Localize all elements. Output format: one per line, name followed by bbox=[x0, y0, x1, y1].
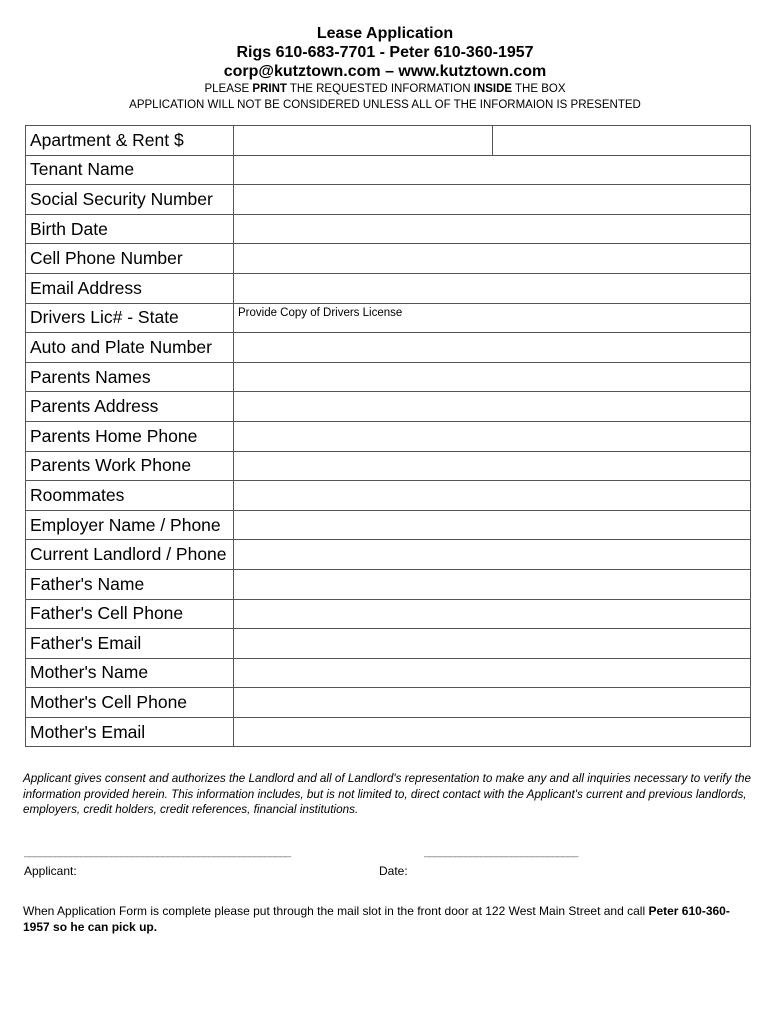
field-input[interactable] bbox=[234, 392, 751, 422]
field-input[interactable] bbox=[234, 303, 751, 333]
field-label: Roommates bbox=[26, 481, 234, 511]
footer-instructions: When Application Form is complete please put through the mail slot in the front door at 122 West Main Street and call Peter 610-360-1957 so he can pick up. bbox=[23, 904, 730, 934]
consent-paragraph: Applicant gives consent and authorizes the Landlord and all of Landlord's representation to make any and all inquiries necessary to verify the information provided herein. This information includes, but is not limited to, direct contact with the Applicant's current and previous landlords, employers, credit holders, credit references, financial institutions. bbox=[23, 772, 751, 816]
form-row bbox=[26, 303, 751, 333]
field-label: Cell Phone Number bbox=[26, 244, 234, 274]
application-form-table bbox=[25, 125, 751, 747]
form-row bbox=[26, 155, 751, 185]
field-input[interactable] bbox=[234, 214, 751, 244]
field-label: Tenant Name bbox=[26, 155, 234, 185]
instruction-line: PLEASE PRINT THE REQUESTED INFORMATION INSIDE THE BOX bbox=[204, 83, 566, 95]
field-label: Current Landlord / Phone bbox=[26, 540, 234, 570]
form-row bbox=[26, 688, 751, 718]
field-input[interactable] bbox=[234, 569, 751, 599]
form-row bbox=[26, 362, 751, 392]
field-input[interactable] bbox=[234, 333, 751, 363]
form-row bbox=[26, 273, 751, 303]
field-input[interactable] bbox=[234, 155, 751, 185]
apartment-input[interactable] bbox=[234, 126, 493, 155]
form-row bbox=[26, 481, 751, 511]
field-input[interactable] bbox=[234, 126, 751, 156]
field-label: Birth Date bbox=[26, 214, 234, 244]
field-label: Employer Name / Phone bbox=[26, 510, 234, 540]
warning-line: APPLICATION WILL NOT BE CONSIDERED UNLESS ALL OF THE INFORMAION IS PRESENTED bbox=[129, 99, 641, 111]
form-row bbox=[26, 214, 751, 244]
header bbox=[0, 24, 770, 113]
field-input[interactable] bbox=[234, 481, 751, 511]
contact-info: corp@kutztown.com – www.kutztown.com bbox=[223, 63, 547, 80]
drivers-license-note: Provide Copy of Drivers License bbox=[238, 306, 403, 319]
form-row bbox=[26, 629, 751, 659]
form-row bbox=[26, 392, 751, 422]
field-label: Father's Cell Phone bbox=[26, 599, 234, 629]
field-label: Mother's Name bbox=[26, 658, 234, 688]
field-input[interactable] bbox=[234, 451, 751, 481]
field-label: Father's Name bbox=[26, 569, 234, 599]
field-label: Drivers Lic# - State bbox=[26, 303, 234, 333]
field-input[interactable] bbox=[234, 599, 751, 629]
field-input[interactable] bbox=[234, 688, 751, 718]
field-label: Parents Home Phone bbox=[26, 421, 234, 451]
field-label: Mother's Cell Phone bbox=[26, 688, 234, 718]
field-input[interactable] bbox=[234, 540, 751, 570]
field-label: Apartment & Rent $ bbox=[26, 126, 234, 156]
applicant-label: Applicant: bbox=[24, 864, 77, 878]
date-label: Date: bbox=[379, 864, 408, 878]
field-input[interactable] bbox=[234, 510, 751, 540]
form-row bbox=[26, 658, 751, 688]
field-input[interactable] bbox=[234, 185, 751, 215]
field-input[interactable] bbox=[234, 362, 751, 392]
form-row bbox=[26, 569, 751, 599]
field-input[interactable] bbox=[234, 421, 751, 451]
field-input[interactable] bbox=[234, 717, 751, 747]
field-label: Parents Address bbox=[26, 392, 234, 422]
field-label: Parents Work Phone bbox=[26, 451, 234, 481]
form-title: Lease Application bbox=[316, 25, 454, 42]
field-input[interactable] bbox=[234, 629, 751, 659]
form-row bbox=[26, 510, 751, 540]
field-label: Parents Names bbox=[26, 362, 234, 392]
phone-numbers: Rigs 610-683-7701 - Peter 610-360-1957 bbox=[236, 44, 534, 61]
form-row bbox=[26, 185, 751, 215]
form-row bbox=[26, 244, 751, 274]
applicant-signature-line[interactable]: ____________________________________________________ bbox=[24, 846, 291, 858]
form-row bbox=[26, 599, 751, 629]
field-input[interactable] bbox=[234, 244, 751, 274]
field-label: Father's Email bbox=[26, 629, 234, 659]
field-label: Auto and Plate Number bbox=[26, 333, 234, 363]
form-row bbox=[26, 333, 751, 363]
rent-input[interactable] bbox=[493, 126, 750, 155]
form-row bbox=[26, 126, 751, 156]
field-input[interactable] bbox=[234, 658, 751, 688]
field-input[interactable] bbox=[234, 273, 751, 303]
date-line[interactable]: ______________________________ bbox=[424, 846, 578, 858]
field-label: Mother's Email bbox=[26, 717, 234, 747]
form-row bbox=[26, 717, 751, 747]
field-label: Email Address bbox=[26, 273, 234, 303]
field-label: Social Security Number bbox=[26, 185, 234, 215]
form-row bbox=[26, 421, 751, 451]
form-row bbox=[26, 540, 751, 570]
form-row bbox=[26, 451, 751, 481]
